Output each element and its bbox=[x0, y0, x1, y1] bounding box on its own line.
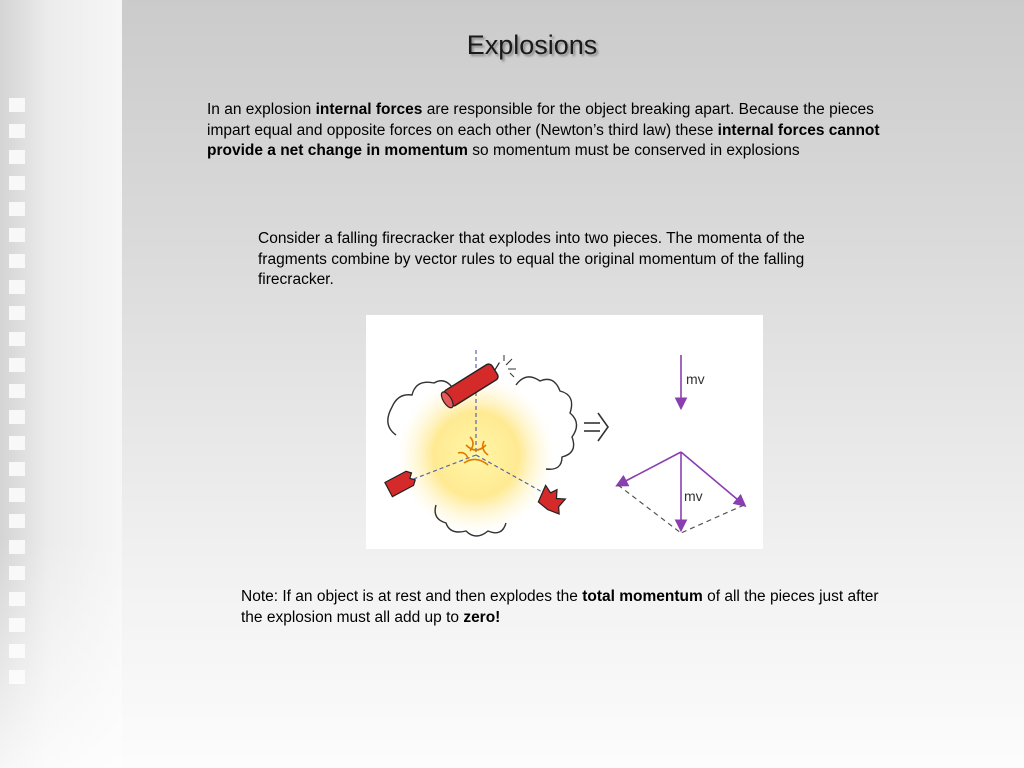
bold-zero: zero! bbox=[463, 608, 501, 626]
bold-total-momentum: total momentum bbox=[582, 588, 703, 605]
fuse-spark bbox=[504, 355, 516, 377]
dashed-parallelogram-right bbox=[681, 505, 744, 533]
text-run: are responsible for the object breaking apart. Because the pieces impart equal and opposite forces on each other (Newton’s third law) these bbox=[207, 101, 874, 139]
paragraph-note bbox=[241, 587, 901, 628]
slide-title: Explosions bbox=[466, 30, 598, 60]
explosion-diagram bbox=[366, 315, 763, 549]
film-strip-decoration bbox=[0, 0, 122, 768]
label-mv-bottom: mv bbox=[684, 488, 703, 504]
dashed-parallelogram-left bbox=[618, 485, 681, 533]
bold-no-net-change: internal forces cannot provide a net change in momentum bbox=[207, 121, 880, 159]
label-mv-top: mv bbox=[686, 371, 705, 387]
explosion-figure bbox=[366, 315, 763, 549]
momentum-vector-fragment-left bbox=[618, 452, 681, 485]
text-run: In an explosion bbox=[207, 101, 316, 118]
bold-internal-forces: internal forces bbox=[315, 101, 423, 118]
implies-arrow bbox=[584, 413, 608, 441]
text-run: so momentum must be conserved in explosions bbox=[467, 142, 800, 159]
paragraph-firecracker: Consider a falling firecracker that explodes into two pieces. The momenta of the fragments combine by vector rules to equal the original momentum of the falling firecracker. bbox=[258, 230, 805, 288]
paragraph-internal-forces bbox=[207, 100, 907, 162]
text-run: of all the pieces just after the explosion must all add up to bbox=[241, 588, 879, 626]
text-run: Note: If an object is at rest and then explodes the bbox=[241, 588, 583, 605]
